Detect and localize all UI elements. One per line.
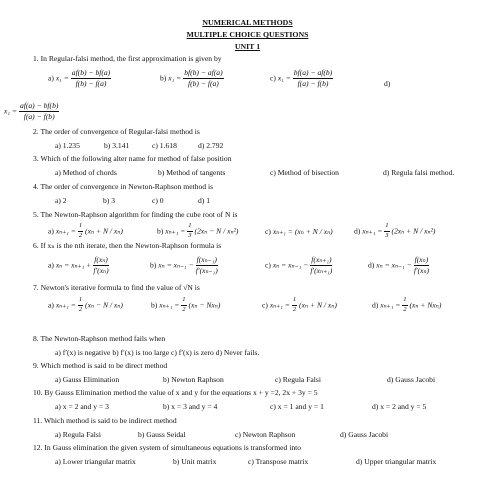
q2-option-c: c) 1.618	[152, 141, 177, 150]
q10-option-a: a) x = 2 and y = 3	[55, 402, 109, 411]
question-2: 2. The order of convergence of Regular-falsi method is	[33, 127, 200, 136]
q11-option-b: b) Gauss Seidal	[138, 430, 186, 439]
q7-option-d: d) xₙ₊₁ = $\frac{1}{2}$ (xₙ + Nxₙ)	[372, 296, 442, 313]
question-6: 6. If xₙ is the nth iterate, then the Newton-Raphson formula is	[33, 241, 222, 250]
doc-subtitle: MULTIPLE CHOICE QUESTIONS	[186, 30, 309, 39]
q5-option-d: d) xₙ₊₁ = $\frac{1}{3}$ (2xₙ + N / xₙ²)	[354, 222, 436, 239]
question-3: 3. Which of the following alter name for method of false position	[33, 154, 232, 163]
q12-option-a: a) Lower triangular matrix	[55, 457, 136, 466]
q9-option-d: d) Gauss Jacobi	[387, 375, 436, 384]
q1-a-fraction: $\frac{af(b) - bf(a)}{f(b) - f(a)}$	[71, 68, 111, 88]
q7-option-c: c) xₙ₊₁ = $\frac{1}{2}$ (xₙ + N / xₙ)	[262, 296, 337, 313]
q1-d-fraction: $\frac{af(a) - bf(b)}{f(a) - f(b)}$	[19, 101, 59, 121]
q4-option-d: d) 1	[198, 196, 211, 205]
question-9: 9. Which method is said to be direct method	[33, 361, 168, 370]
q11-option-c: c) Newton Raphson	[235, 430, 296, 439]
question-5: 5. The Newton-Raphson algorithm for finding the cube root of N is	[33, 210, 238, 219]
q1-b-fraction: $\frac{bf(b) - af(a)}{f(b) - f(a)}$	[184, 68, 223, 88]
q5-option-b: b) xₙ₊₁ = $\frac{1}{3}$ (2xₙ − N / xₙ²)	[157, 222, 239, 239]
question-11: 11. Which method is said to be indirect method	[33, 416, 177, 425]
q9-option-c: c) Regula Falsi	[275, 375, 321, 384]
q2-option-a: a) 1.235	[55, 141, 80, 150]
q3-option-b: b) Method of tangents	[158, 168, 226, 177]
q12-option-b: b) Unit matrix	[173, 457, 217, 466]
q10-option-d: d) x = 2 and y = 5	[372, 402, 427, 411]
q3-option-d: d) Regula falsi method.	[383, 168, 455, 177]
unit-heading: UNIT 1	[234, 42, 261, 51]
q3-option-c: c) Method of bisection	[270, 168, 339, 177]
question-7: 7. Newton's iterative formula to find the value of √N is	[33, 283, 200, 292]
q10-option-c: c) x = 1 and y = 1	[270, 402, 324, 411]
q5-option-c: c) xₙ₊₁ = (xₙ + N / xₙ)	[265, 227, 333, 236]
q12-option-d: d) Upper triangular matrix	[356, 457, 437, 466]
question-1: 1. In Regular-falsi method, the first approximation is given by	[33, 54, 222, 63]
q9-option-b: b) Newton Raphson	[163, 375, 224, 384]
q6-option-b: b) xₙ = xₙ₋₁ − $\frac{\text{f(xₙ₋₁)}}{\text{f′(xₙ₋₁)}}$	[150, 255, 218, 275]
q6-option-a: a) xₙ = xₙ₊₁ + $\frac{\text{f(xₙ)}}{\text{f′(xₙ)}}$	[48, 255, 109, 275]
q12-option-c: c) Transpose matrix	[248, 457, 309, 466]
q5-option-a: a) xₙ₊₁ = $\frac{1}{2}$ (xₙ + N / xₙ)	[48, 222, 123, 239]
q4-option-b: b) 3	[103, 196, 116, 205]
q8-options: a) f′(x) is negative b) f′(x) is too large c) f′(x) is zero d) Never fails.	[55, 348, 260, 357]
question-8: 8. The Newton-Raphson method fails when	[33, 334, 166, 343]
q9-option-a: a) Gauss Elimination	[55, 375, 120, 384]
q1-option-d: d)	[384, 79, 391, 88]
q4-option-a: a) 2	[55, 196, 67, 205]
q2-option-b: b) 3.141	[104, 141, 130, 150]
q7-option-b: b) xₙ₊₁ = $\frac{1}{2}$ (xₙ − Nxₙ)	[151, 296, 221, 313]
q6-option-d: d) xₙ = xₙ₋₁ − $\frac{\text{f(xₙ)}}{\text{f′(xₙ)}}$	[368, 255, 430, 275]
q3-option-a: a) Method of chords	[55, 168, 117, 177]
q10-option-b: b) x = 3 and y = 4	[163, 402, 218, 411]
q6-option-c: c) xₙ = xₙ₋₁ − $\frac{\text{f(xₙ₊₁)}}{\text{f′(xₙ₊₁)}}$	[265, 255, 333, 275]
question-4: 4. The order of convergence in Newton-Raphson method is	[33, 182, 214, 191]
q1-option-c: c) x₁ = $\frac{bf(a) - af(b)}{f(a) - f(b)}$	[270, 68, 333, 88]
q1-option-b: b) x₁ = $\frac{bf(b) - af(a)}{f(b) - f(a)}$	[160, 68, 223, 88]
q11-option-a: a) Regula Falsi	[55, 430, 101, 439]
q1-c-fraction: $\frac{bf(a) - af(b)}{f(a) - f(b)}$	[293, 68, 333, 88]
question-10: 10. By Gauss Elimination method the value of x and y for the equations x + y =2, 2x + 3y = 5	[33, 388, 318, 397]
q2-option-d: d) 2.792	[198, 141, 224, 150]
doc-title: NUMERICAL METHODS	[202, 18, 293, 27]
q7-option-a: a) xₙ₊₁ = $\frac{1}{2}$ (xₙ − N / xₙ)	[48, 296, 123, 313]
q11-option-d: d) Gauss Jacobi	[340, 430, 389, 439]
q1-option-a: a) x₁ = $\frac{af(b) - bf(a)}{f(b) - f(a)}$	[48, 68, 111, 88]
q4-option-c: c) 0	[152, 196, 164, 205]
question-12: 12. In Gauss elimination the given system of simultaneous equations is transformed into	[33, 443, 302, 452]
q1-option-d-formula: x₁ = $\frac{af(a) - bf(b)}{f(a) - f(b)}$	[4, 101, 59, 121]
